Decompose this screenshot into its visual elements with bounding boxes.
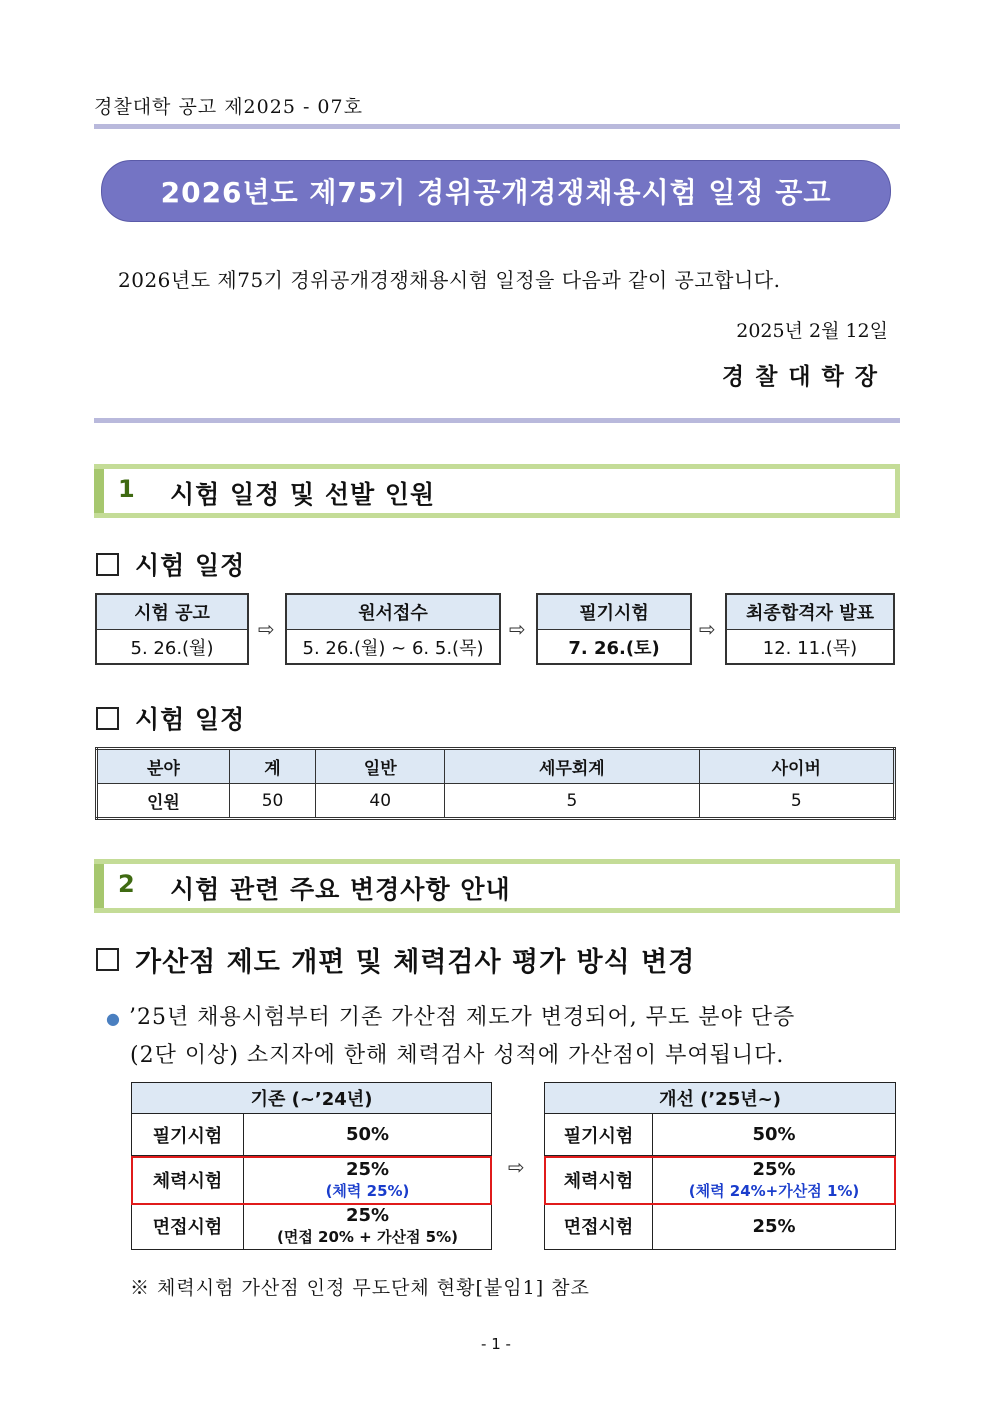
value-detail: (체력 25%): [325, 1181, 410, 1200]
table-header-cell: 기존 (~’24년): [132, 1083, 492, 1114]
table-row: [545, 1203, 896, 1249]
table-cell: 50%: [244, 1114, 492, 1156]
step-application: [285, 593, 501, 665]
step-final-result: [725, 593, 895, 665]
table-cell: 50: [229, 784, 315, 819]
checkbox-square-icon: [96, 948, 119, 971]
table-row: [97, 784, 895, 819]
new-system-table: [544, 1082, 896, 1250]
header-divider: [94, 418, 900, 423]
schedule-heading-text: 시험 일정: [135, 551, 246, 580]
step-value: 5. 26.(월): [130, 638, 214, 659]
step-label: 필기시험: [538, 595, 690, 630]
quota-heading-text: 시험 일정: [135, 705, 246, 734]
quota-heading: [96, 700, 245, 736]
table-cell: 필기시험: [132, 1114, 244, 1156]
table-cell: 25%: [653, 1203, 896, 1249]
notice-number: 경찰대학 공고 제2025 - 07호: [94, 96, 363, 118]
bullet-dot-icon: ●: [106, 1009, 121, 1028]
step-value: 5. 26.(월) ~ 6. 5.(목): [302, 638, 484, 659]
footnote: ※ 체력시험 가산점 인정 무도단체 현황[붙임1] 참조: [130, 1277, 590, 1299]
page-title: 2026년도 제75기 경위공개경쟁채용시험 일정 공고: [101, 160, 891, 222]
section-1-bar: [94, 464, 900, 518]
table-header-cell: 개선 (’25년~): [545, 1083, 896, 1114]
table-cell: 면접시험: [132, 1203, 244, 1249]
signer: 경찰대학장: [721, 363, 888, 390]
value-detail: (체력 24%+가산점 1%): [688, 1181, 860, 1200]
table-cell: 40: [316, 784, 445, 819]
table-row: [545, 1114, 896, 1156]
table-cell: [244, 1156, 492, 1203]
table-row: [132, 1203, 492, 1249]
quota-table: [95, 747, 896, 820]
table-cell: 필기시험: [545, 1114, 653, 1156]
step-label: 원서접수: [287, 595, 499, 630]
table-cell: [244, 1203, 492, 1249]
old-system-table: [131, 1082, 492, 1250]
value-detail: (면접 20% + 가산점 5%): [277, 1228, 458, 1247]
checkbox-square-icon: [96, 553, 119, 576]
table-row: [545, 1156, 896, 1203]
step-value: 12. 11.(목): [762, 638, 858, 659]
intro-text: 2026년도 제75기 경위공개경쟁채용시험 일정을 다음과 같이 공고합니다.: [118, 268, 781, 292]
table-cell: 인원: [97, 784, 230, 819]
value-text: 25%: [345, 1205, 390, 1227]
table-row: [132, 1156, 492, 1203]
table-cell: 면접시험: [545, 1203, 653, 1249]
table-row: [132, 1114, 492, 1156]
section-2-bar: [94, 859, 900, 913]
section-1-title: 시험 일정 및 선발 인원: [170, 480, 436, 509]
value-text: 25%: [345, 1158, 390, 1180]
page-number: - 1 -: [481, 1335, 511, 1353]
table-header-cell: 사이버: [699, 749, 895, 784]
section-2-title: 시험 관련 주요 변경사항 안내: [170, 875, 511, 904]
right-arrow-icon: ⇨: [258, 617, 275, 641]
notice-date: 2025년 2월 12일: [736, 320, 888, 342]
change-heading: [96, 940, 695, 979]
table-cell: 5: [445, 784, 699, 819]
change-heading-text: 가산점 제도 개편 및 체력검사 평가 방식 변경: [135, 947, 696, 978]
value-text: 25%: [752, 1158, 796, 1180]
table-header-row: [97, 749, 895, 784]
table-cell: 50%: [653, 1114, 896, 1156]
table-header-cell: 계: [229, 749, 315, 784]
table-cell: [653, 1156, 896, 1203]
step-written-exam: [536, 593, 692, 665]
table-cell: 5: [699, 784, 895, 819]
step-label: 시험 공고: [97, 595, 247, 630]
bullet-text: ’25년 채용시험부터 기존 가산점 제도가 변경되어, 무도 분야 단증: [128, 1005, 796, 1030]
checkbox-square-icon: [96, 707, 119, 730]
table-cell: 체력시험: [132, 1156, 244, 1203]
top-divider: [94, 124, 900, 129]
step-label: 최종합격자 발표: [727, 595, 893, 630]
step-announcement: [95, 593, 249, 665]
schedule-heading: [96, 546, 245, 582]
table-header-cell: 분야: [97, 749, 230, 784]
right-arrow-icon: ⇨: [508, 1155, 525, 1179]
right-arrow-icon: ⇨: [509, 617, 526, 641]
table-header-cell: 세무회계: [445, 749, 699, 784]
table-cell: 체력시험: [545, 1156, 653, 1203]
bullet-line-1: [106, 1000, 795, 1031]
table-header-cell: 일반: [316, 749, 445, 784]
section-2-number: 2: [118, 870, 135, 898]
section-1-number: 1: [118, 475, 135, 503]
right-arrow-icon: ⇨: [699, 617, 716, 641]
step-value: 7. 26.(토): [568, 638, 660, 659]
bullet-line-2: (2단 이상) 소지자에 한해 체력검사 성적에 가산점이 부여됩니다.: [130, 1043, 785, 1068]
